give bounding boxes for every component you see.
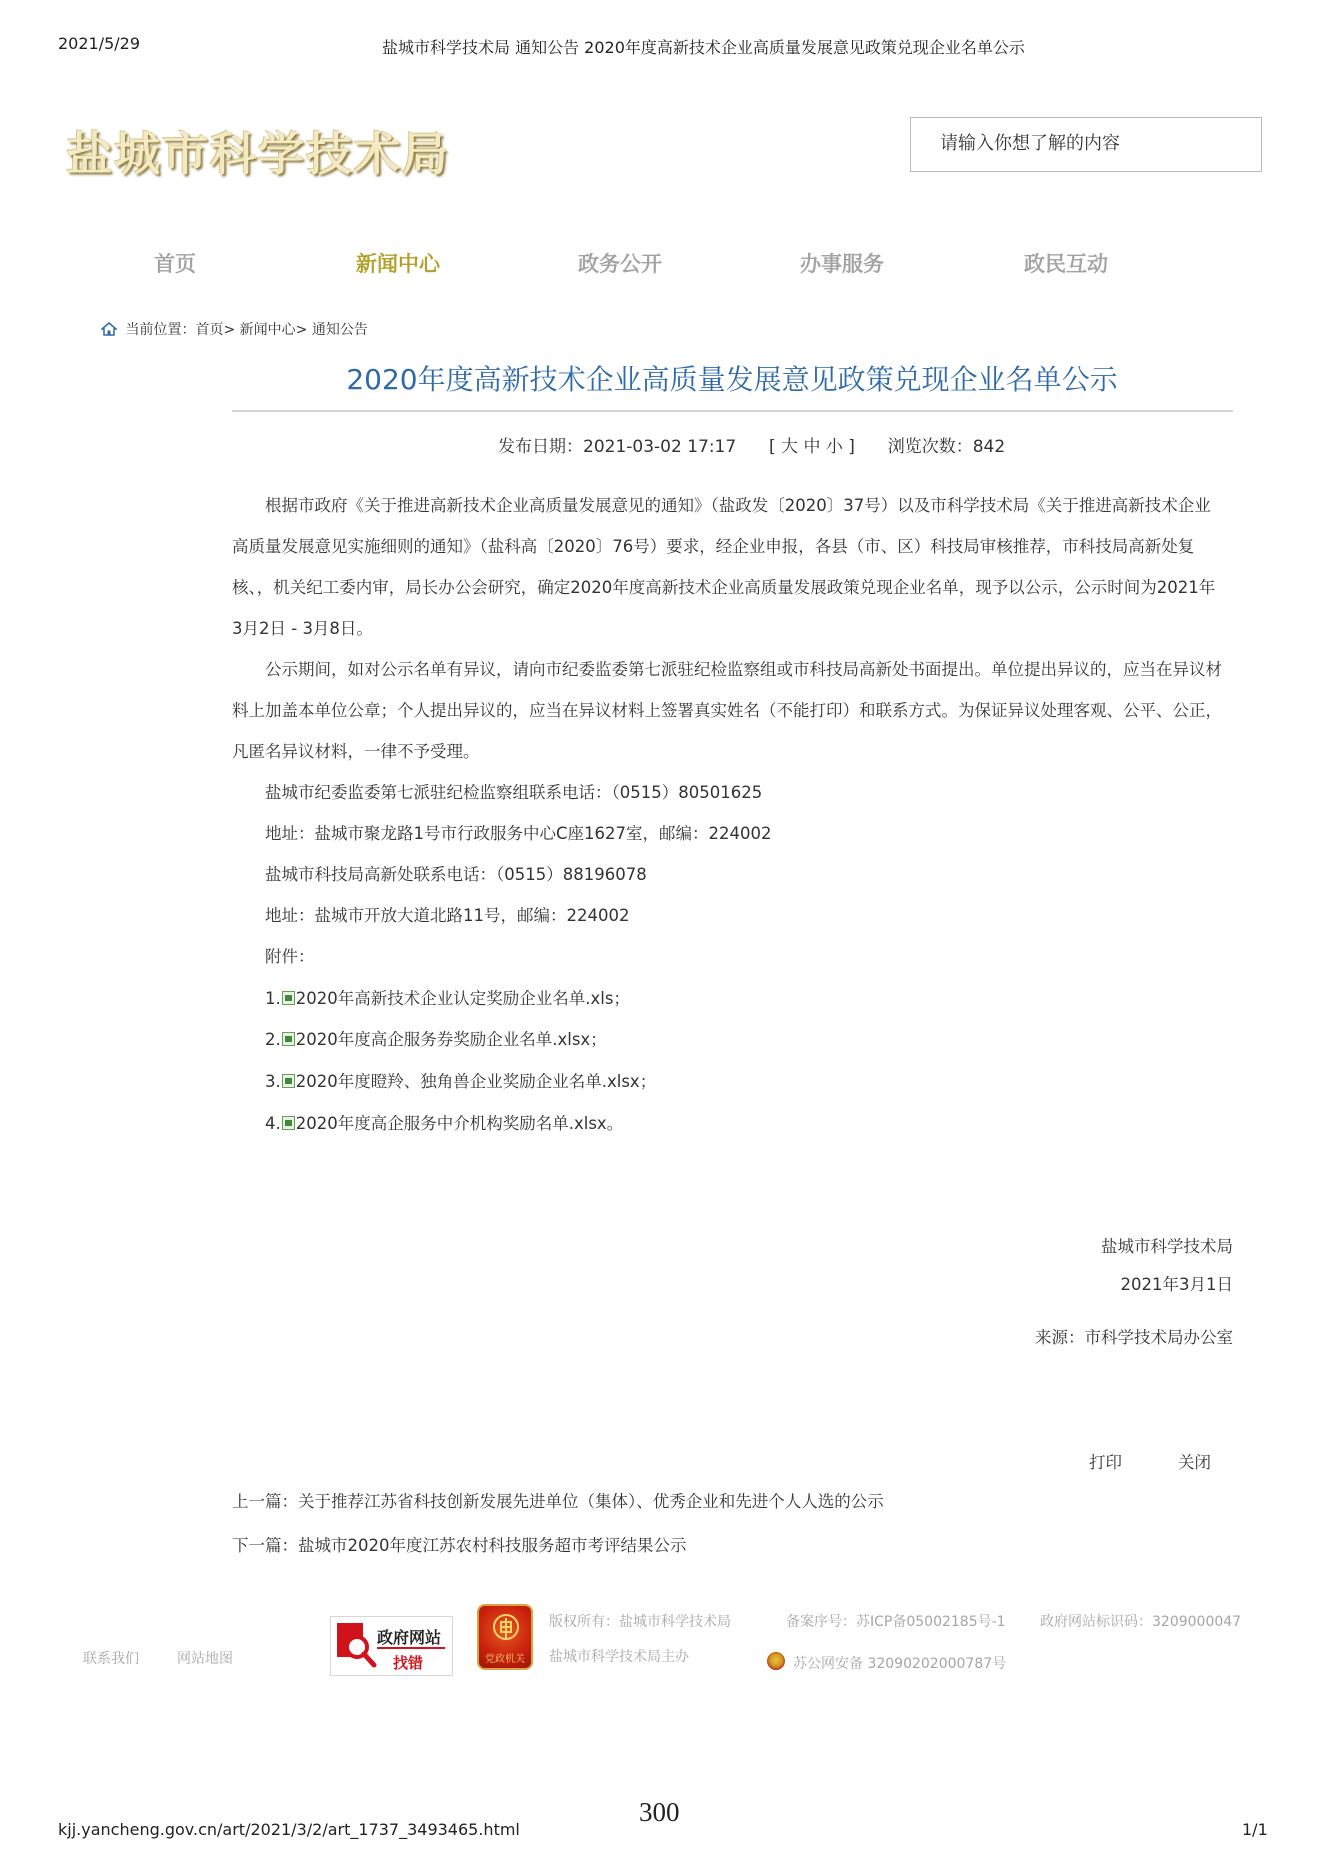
attachment-link[interactable]: 2020年度高企服务券奖励企业名单.xlsx； [295, 1030, 607, 1049]
publish-date: 2021-03-02 17:17 [583, 437, 737, 457]
site-logo[interactable]: 盐城市科学技术局 [66, 127, 450, 181]
body-line: 核、，机关纪工委内审，局长办公会研究，确定2020年度高新技术企业高质量发展政策兑现企业名单，现予以公示，公示时间为2021年 [232, 578, 1216, 597]
body-line: 地址：盐城市聚龙路1号市行政服务中心C座1627室，邮编：224002 [265, 824, 772, 843]
site-code: 政府网站标识码：3209000047 [1040, 1614, 1242, 1630]
excel-file-icon [282, 1032, 295, 1046]
print-button[interactable]: 打印 [1089, 1453, 1122, 1472]
print-date: 2021/5/29 [58, 34, 141, 53]
attachment-item [265, 1068, 656, 1092]
attachment-link[interactable]: 2020年度高企服务中介机构奖励名单.xlsx。 [295, 1114, 624, 1133]
excel-file-icon [282, 1116, 295, 1130]
body-line: 根据市政府《关于推进高新技术企业高质量发展意见的通知》（盐政发〔2020〕37号）以及市科学技术局《关于推进高新技术企业 [265, 496, 1211, 515]
party-government-badge[interactable] [477, 1604, 533, 1670]
attachment-item [265, 1026, 607, 1050]
prev-article-link[interactable]: 关于推荐江苏省科技创新发展先进单位（集体）、优秀企业和先进个人人选的公示 [298, 1492, 884, 1511]
page-count: 1/1 [1242, 1820, 1268, 1839]
body-line: 料上加盖本单位公章；个人提出异议的，应当在异议材料上签署真实姓名（不能打印）和联系方式。为保证异议处理客观、公平、公正， [232, 701, 1222, 720]
body-line: 公示期间，如对公示名单有异议，请向市纪委监委第七派驻纪检监察组或市科技局高新处书面提出。单位提出异议的，应当在异议材 [265, 660, 1222, 679]
sitemap-link[interactable]: 网站地图 [177, 1651, 233, 1667]
body-line: 3月2日 - 3月8日。 [232, 619, 373, 638]
attachment-link[interactable]: 2020年高新技术企业认定奖励企业名单.xls； [295, 989, 630, 1008]
attachment-index: 4. [265, 1114, 281, 1133]
excel-file-icon [282, 1074, 295, 1088]
print-url: kjj.yancheng.gov.cn/art/2021/3/2/art_1737_3493465.html [58, 1820, 520, 1839]
body-line: 凡匿名异议材料，一律不予受理。 [232, 742, 480, 761]
breadcrumb-item-notices[interactable]: 通知公告 [311, 322, 368, 338]
magnifier-icon [337, 1623, 377, 1669]
host-org: 盐城市科学技术局主办 [549, 1649, 689, 1665]
search-input[interactable]: 请输入你想了解的内容 [910, 117, 1262, 172]
prev-article [232, 1488, 884, 1512]
views-count: 842 [972, 437, 1006, 457]
contact-us-link[interactable]: 联系我们 [83, 1651, 139, 1667]
attachment-item [265, 1110, 623, 1134]
breadcrumb-separator: > [223, 322, 240, 338]
home-icon [101, 322, 117, 336]
breadcrumb-item-home[interactable]: 首页 [195, 322, 224, 338]
next-article-link[interactable]: 盐城市2020年度江苏农村科技服务超市考评结果公示 [298, 1536, 687, 1555]
nav-item-services[interactable]: 办事服务 [800, 252, 884, 276]
nav-item-government-affairs[interactable]: 政务公开 [578, 252, 662, 276]
gov-badge-divider [377, 1647, 445, 1649]
copyright: 版权所有：盐城市科学技术局 [549, 1614, 731, 1630]
breadcrumb-item-news[interactable]: 新闻中心 [239, 322, 296, 338]
body-line: 盐城市纪委监委第七派驻纪检监察组联系电话：（0515）80501625 [265, 783, 763, 802]
article-meta [498, 432, 1005, 457]
police-badge-icon [767, 1652, 785, 1670]
icp-record[interactable]: 备案序号：苏ICP备05002185号-1 [786, 1614, 1006, 1630]
page-number: 300 [639, 1797, 680, 1827]
body-line: 高质量发展意见实施细则的通知》（盐科高〔2020〕76号）要求，经企业申报，各县（市、区）科技局审核推荐，市科技局高新处复 [232, 537, 1195, 556]
gov-site-error-report-badge[interactable] [330, 1616, 453, 1676]
party-badge-label: 党政机关 [485, 1654, 525, 1665]
signature-date: 2021年3月1日 [1120, 1275, 1233, 1294]
attachments-label: 附件： [265, 947, 315, 966]
attachment-item [265, 985, 630, 1009]
body-line: 地址：盐城市开放大道北路11号，邮编：224002 [265, 906, 630, 925]
attachment-index: 2. [265, 1030, 281, 1049]
print-page-title: 盐城市科学技术局 通知公告 2020年度高新技术企业高质量发展意见政策兑现企业名单公示 [382, 38, 1025, 57]
article-title: 2020年度高新技术企业高质量发展意见政策兑现企业名单公示 [346, 363, 1118, 396]
font-size-control[interactable]: [ 大 中 小 ] [769, 437, 855, 457]
nav-item-home[interactable]: 首页 [154, 252, 196, 276]
next-label: 下一篇： [232, 1536, 298, 1555]
gov-badge-bottom-text: 找错 [393, 1654, 424, 1672]
gov-badge-top-text: 政府网站 [377, 1628, 442, 1647]
emblem-icon [491, 1612, 521, 1646]
breadcrumb-prefix: 当前位置： [125, 322, 196, 338]
title-divider [232, 410, 1233, 412]
signature-org: 盐城市科学技术局 [1101, 1237, 1233, 1256]
prev-label: 上一篇： [232, 1492, 298, 1511]
attachment-index: 3. [265, 1072, 281, 1091]
nav-item-interaction[interactable]: 政民互动 [1024, 252, 1108, 276]
breadcrumb [101, 319, 368, 339]
attachment-link[interactable]: 2020年度瞪羚、独角兽企业奖励企业名单.xlsx； [295, 1072, 657, 1091]
views-label: 浏览次数： [887, 437, 973, 457]
police-record[interactable]: 苏公网安备 32090202000787号 [793, 1656, 1007, 1672]
close-button[interactable]: 关闭 [1178, 1453, 1211, 1472]
excel-file-icon [282, 991, 295, 1005]
breadcrumb-separator: > [295, 322, 312, 338]
nav-item-news-center[interactable]: 新闻中心 [356, 252, 440, 276]
attachment-index: 1. [265, 989, 281, 1008]
article-source: 来源：市科学技术局办公室 [1035, 1328, 1233, 1347]
next-article [232, 1532, 687, 1556]
body-line: 盐城市科技局高新处联系电话：（0515）88196078 [265, 865, 647, 884]
publish-date-label: 发布日期： [498, 437, 583, 457]
